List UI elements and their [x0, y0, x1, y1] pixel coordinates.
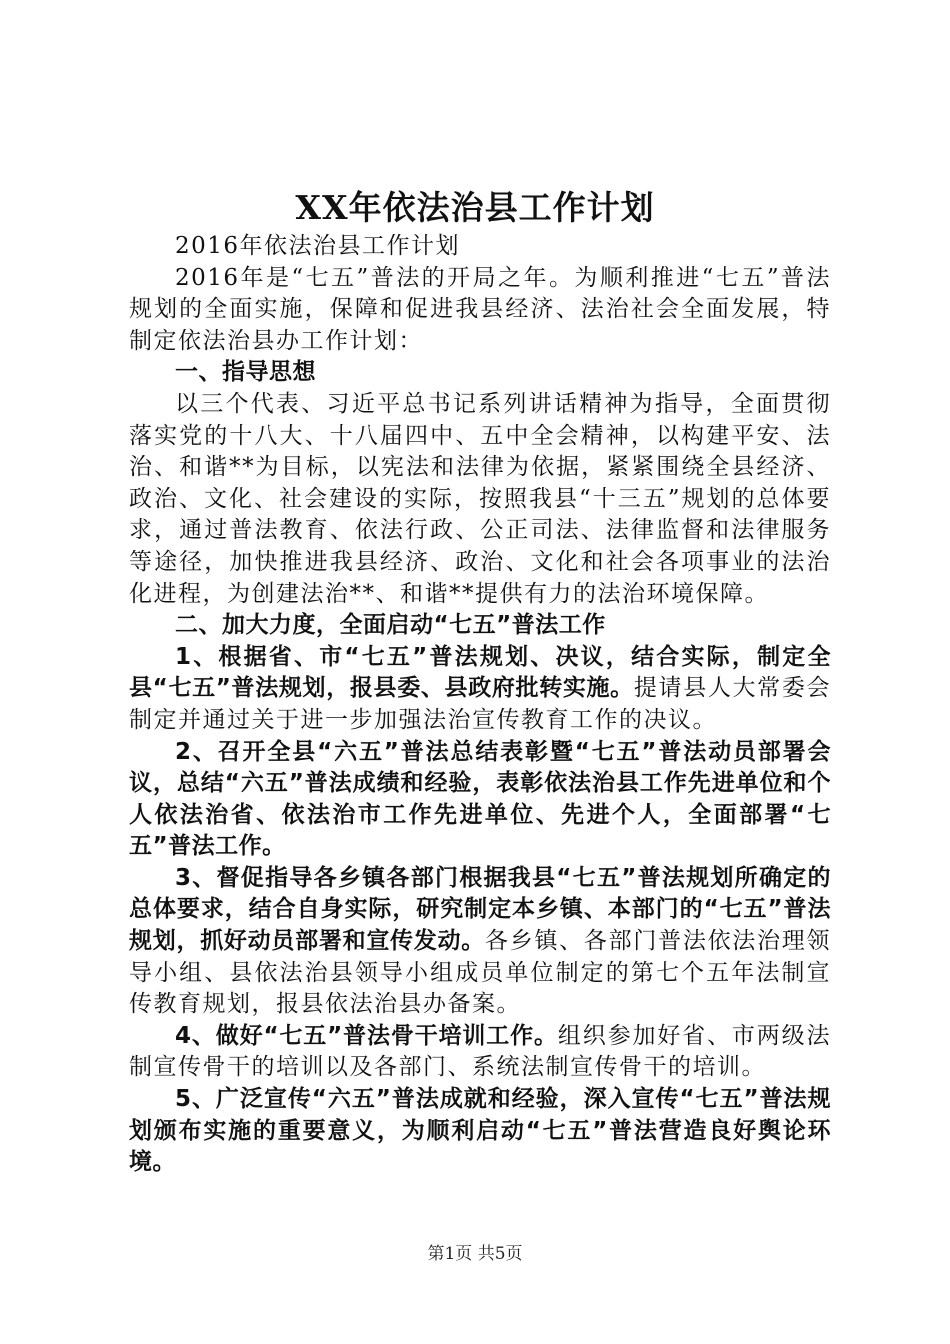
section2-heading: 二、加大力度，全面启动“七五”普法工作 [175, 612, 606, 639]
item-3-paragraph [129, 863, 831, 1021]
page-footer: 第1页 共5页 [427, 1244, 523, 1264]
item-1-plain-text: 提请县人大常委会制定并通过关于进一步加强法治宣传教育工作的决议。 [129, 675, 832, 733]
item-2-paragraph: 2、召开全县“六五”普法总结表彰暨“七五”普法动员部署会议，总结“六五”普法成绩和经验，表彰依法治县工作先进单位和个人依法治省、依法治市工作先进单位、先进个人，全面部署“七五”普法工作。 [129, 738, 831, 860]
item-3-bold-text: 3、督促指导各乡镇各部门根据我县“七五”普法规划所确定的总体要求，结合自身实际，研究制定本乡镇、本部门的“七五”普法规划，抓好动员部署和宣传发动。 [129, 864, 831, 955]
item-4-plain-text: 组织参加好省、市两级法制宣传骨干的培训以及各部门、系统法制宣传骨干的培训。 [129, 1022, 831, 1081]
item-5-paragraph: 5、广泛宣传“六五”普法成就和经验，深入宣传“七五”普法规划颁布实施的重要意义，为顺利启动“七五”普法营造良好舆论环境。 [129, 1086, 831, 1176]
section1-heading: 一、指导思想 [175, 359, 316, 386]
intro-paragraph: 2016年是“七五”普法的开局之年。为顺利推进“七五”普法规划的全面实施，保障和促进我县经济、法治社会全面发展，特制定依法治县办工作计划： [129, 264, 831, 354]
item-3-plain-text: 各乡镇、各部门普法依法治理领导小组、县依法治县领导小组成员单位制定的第七个五年法制宣传教育规划，报县依法治县办备案。 [129, 928, 832, 1018]
item-1-bold-text: 1、根据省、市“七五”普法规划、决议，结合实际，制定全县“七五”普法规划，报县委、县政府批转实施。 [129, 643, 831, 702]
item-4-bold-text: 4、做好“七五”普法骨干培训工作。 [175, 1022, 558, 1049]
item-1-paragraph [129, 642, 831, 737]
item-4-paragraph [129, 1021, 831, 1084]
document-title: XX年依法治县工作计划 [295, 188, 655, 227]
subtitle-paragraph: 2016年依法治县工作计划 [175, 233, 461, 259]
document-body [129, 231, 831, 1179]
section1-body: 以三个代表、习近平总书记系列讲话精神为指导，全面贯彻落实党的十八大、十八届四中、五中全会精神，以构建平安、法治、和谐**为目标，以宪法和法律为依据，紧紧围绕全县经济、政治、文化、社会建设的实际，按照我县“十三五”规划的总体要求，通过普法教育、依法行政、公正司法、法律监督和法律服务等途径，加快推进我县经济、政治、文化和社会各项事业的法治化进程，为创建法治**、和谐**提供有力的法治环境保障。 [129, 390, 831, 607]
